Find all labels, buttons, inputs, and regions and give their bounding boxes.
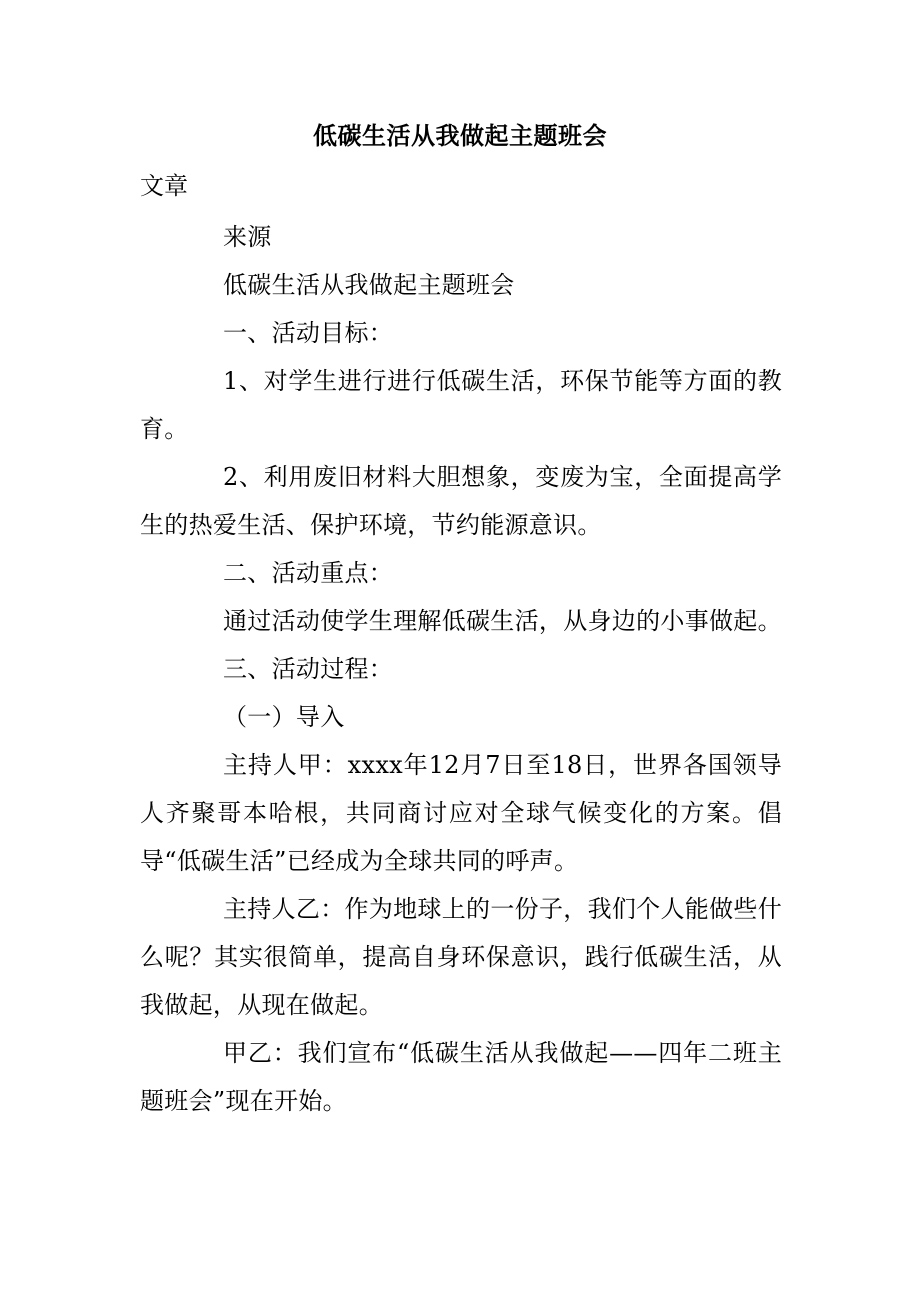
paragraph: 2、利用废旧材料大胆想象，变废为宝，全面提高学生的热爱生活、保护环境，节约能源意识。	[140, 463, 782, 539]
document-body	[140, 213, 782, 1125]
paragraph: 低碳生活从我做起主题班会	[223, 271, 515, 299]
subsection-heading: （一）导入	[223, 703, 345, 731]
source-label: 文章	[140, 172, 188, 200]
paragraph: 1、对学生进行进行低碳生活，环保节能等方面的教育。	[140, 367, 782, 443]
document-title: 低碳生活从我做起主题班会	[313, 121, 607, 150]
section-heading: 一、活动目标：	[223, 319, 394, 347]
paragraph: 来源	[223, 223, 272, 251]
paragraph: 通过活动使学生理解低碳生活，从身边的小事做起。	[223, 607, 782, 635]
paragraph: 主持人甲：xxxx年12月7日至18日，世界各国领导人齐聚哥本哈根，共同商讨应对全球气候变化的方案。倡导“低碳生活”已经成为全球共同的呼声。	[140, 751, 782, 875]
paragraph: 主持人乙：作为地球上的一份子，我们个人能做些什么呢？其实很简单，提高自身环保意识，践行低碳生活，从我做起，从现在做起。	[140, 895, 782, 1019]
section-heading: 三、活动过程：	[223, 655, 394, 683]
section-heading: 二、活动重点：	[223, 559, 394, 587]
paragraph: 甲乙：我们宣布“低碳生活从我做起——四年二班主题班会”现在开始。	[140, 1039, 782, 1115]
